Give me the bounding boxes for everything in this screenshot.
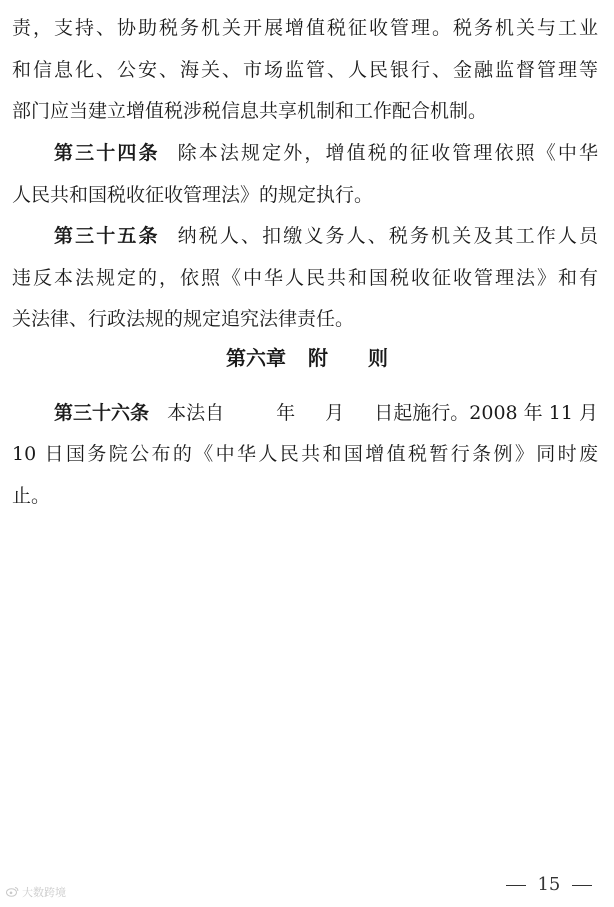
body-text-line: 责，支持、协助税务机关开展增值税征收管理。税务机关与工业	[12, 17, 598, 39]
watermark	[6, 884, 66, 900]
page-number-dash	[506, 885, 526, 886]
body-text-line: 部门应当建立增值税涉税信息共享机制和工作配合机制。	[12, 100, 488, 122]
watermark-text: 大数跨境	[22, 886, 66, 899]
weibo-logo-icon	[6, 886, 19, 897]
body-text-line: 违反本法规定的，依照《中华人民共和国税收征收管理法》和有	[12, 267, 598, 289]
body-text-line: 和信息化、公安、海关、市场监管、人民银行、金融监督管理等	[12, 59, 598, 81]
article-34-label: 第三十四条	[54, 142, 160, 164]
body-text-line: 关法律、行政法规的规定追究法律责任。	[12, 308, 355, 330]
body-text-line: 人民共和国税收征收管理法》的规定执行。	[12, 184, 374, 206]
article-36-first-line	[54, 399, 598, 427]
page-number-dash	[572, 885, 592, 886]
body-text-line: 10 日国务院公布的《中华人民共和国增值税暂行条例》同时废	[12, 443, 598, 465]
chapter-number: 第六章	[226, 346, 286, 370]
article-34-text: 除本法规定外，增值税的征收管理依照《中华	[177, 142, 598, 164]
chapter-title-char-1: 附	[308, 346, 328, 370]
chapter-title-char-2: 则	[368, 346, 388, 370]
chapter-heading	[0, 344, 614, 372]
article-35-label: 第三十五条	[54, 225, 160, 247]
article-36-text: 本法自	[167, 402, 225, 424]
article-36-year-word: 年	[276, 402, 296, 424]
article-35-text: 纳税人、扣缴义务人、税务机关及其工作人员	[177, 225, 598, 247]
page-number	[506, 873, 596, 897]
article-36-text: 日起施行。2008 年 11 月	[374, 402, 598, 424]
article-36-month-word: 月	[325, 402, 345, 424]
body-text-line: 止。	[12, 485, 51, 507]
article-36-label: 第三十六条	[54, 402, 150, 424]
article-34-first-line	[54, 139, 598, 167]
article-35-first-line	[54, 222, 598, 250]
page-number-value: 15	[537, 874, 561, 895]
